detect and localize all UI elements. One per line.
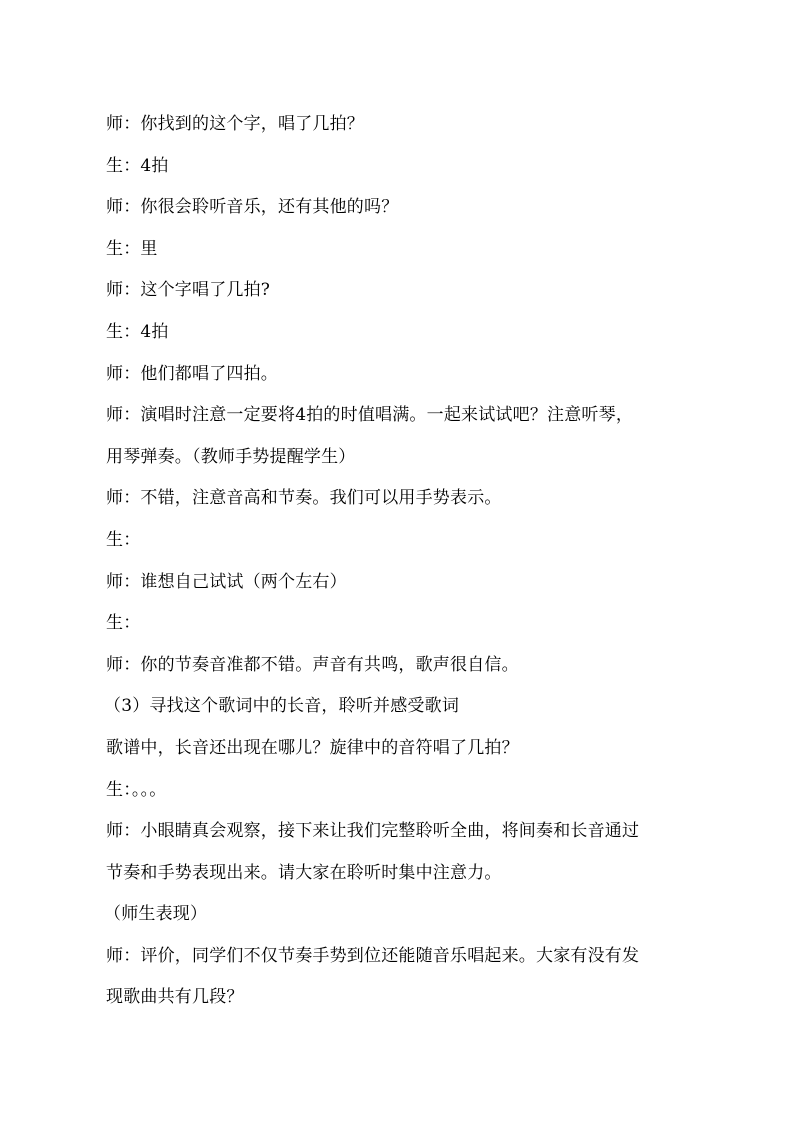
text-line: 生：里 <box>106 238 158 259</box>
text-line: 师：不错，注意音高和节奏。我们可以用手势表示。 <box>106 488 502 509</box>
text-line: 歌谱中，长音还出现在哪儿？旋律中的音符唱了几拍？ <box>106 737 519 758</box>
text-line: 生： <box>106 613 141 634</box>
text-line: （师生表现） <box>104 904 208 925</box>
text-line: 师：评价，同学们不仅节奏手势到位还能随音乐唱起来。大家有没有发 <box>106 945 640 966</box>
text-line: 师：他们都唱了四拍。 <box>106 363 278 384</box>
text-line: 生： <box>106 529 141 550</box>
text-line: 用琴弹奏。（教师手势提醒学生） <box>106 446 356 467</box>
text-line: 生：4拍 <box>106 155 169 176</box>
text-line: 师：这个字唱了几拍? <box>106 280 271 301</box>
text-line: 师：谁想自己试试（两个左右） <box>106 571 347 592</box>
text-line: 师：演唱时注意一定要将4拍的时值唱满。一起来试试吧？注意听琴， <box>106 405 634 426</box>
text-line: 师：你找到的这个字，唱了几拍？ <box>106 114 364 134</box>
section-heading: （3）寻找这个歌词中的长音，聆听并感受歌词 <box>104 696 460 717</box>
text-line: 生：。。。 <box>106 779 167 800</box>
text-line: 节奏和手势表现出来。请大家在聆听时集中注意力。 <box>106 862 502 883</box>
text-line: 现歌曲共有几段？ <box>106 987 244 1008</box>
text-line: 师：你的节奏音准都不错。声音有共鸣，歌声很自信。 <box>106 654 519 675</box>
text-line: 师：你很会聆听音乐，还有其他的吗？ <box>106 197 399 218</box>
text-line: 师：小眼睛真会观察，接下来让我们完整聆听全曲，将间奏和长音通过 <box>106 821 640 842</box>
document-body <box>106 104 696 1019</box>
text-line: 生：4拍 <box>106 321 169 342</box>
